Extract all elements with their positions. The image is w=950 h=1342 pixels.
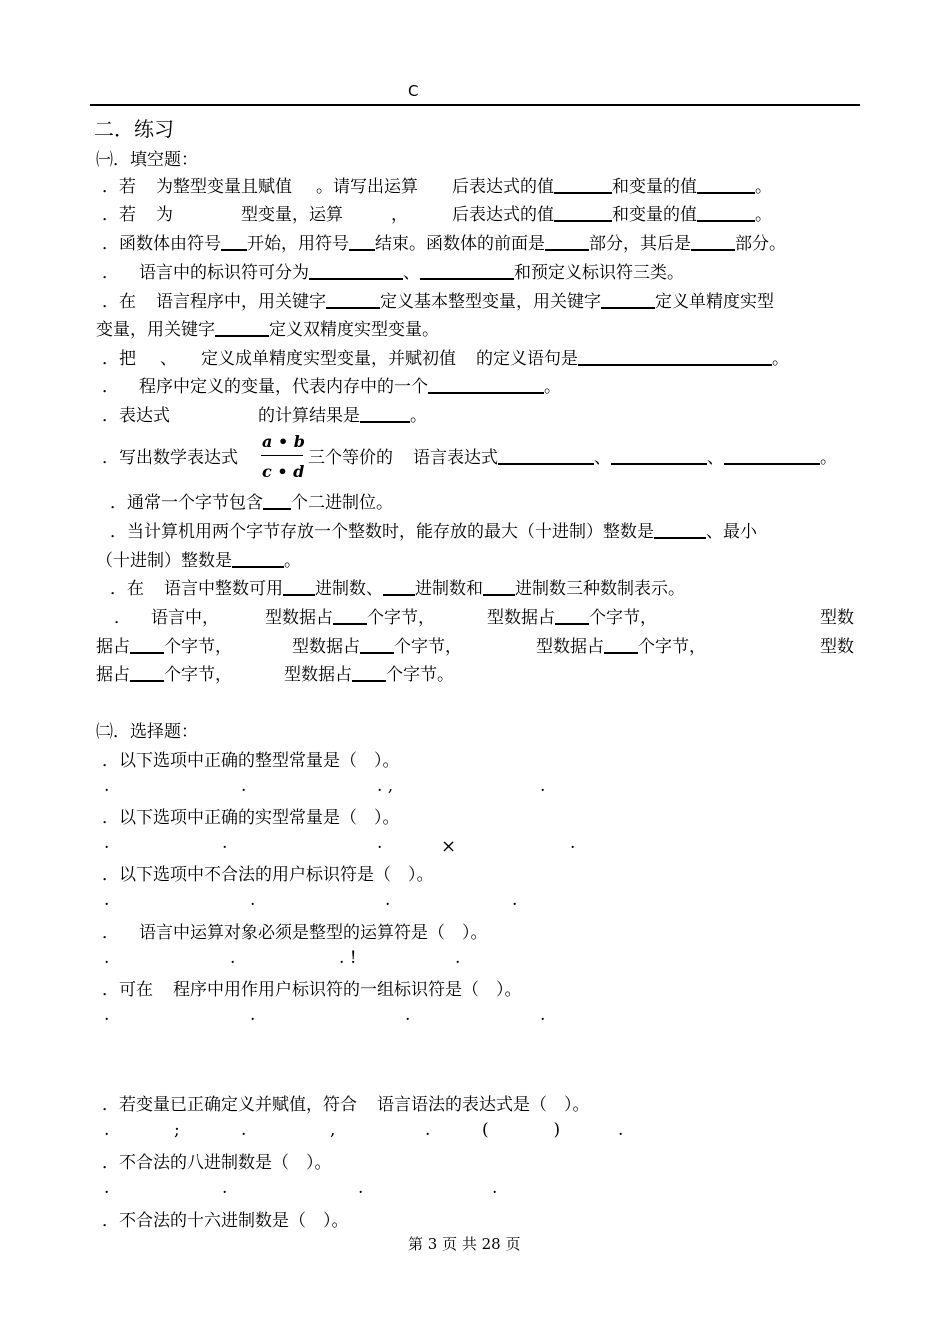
choice-q7-option-a[interactable]: . bbox=[104, 1178, 110, 1198]
answer-blank[interactable] bbox=[578, 346, 772, 366]
q9-b: 三个等价的 bbox=[308, 448, 393, 468]
q12-a: ．在 bbox=[110, 579, 144, 599]
fill-in-heading: ㈠．填空题： bbox=[96, 150, 198, 170]
header-rule bbox=[90, 104, 860, 106]
q2-d: ， bbox=[391, 205, 408, 225]
choice-q3-option-d[interactable]: . bbox=[512, 890, 518, 910]
choice-q7-option-b[interactable]: . bbox=[222, 1178, 228, 1198]
q13-o: 据占 bbox=[96, 665, 130, 685]
answer-blank[interactable] bbox=[130, 662, 164, 682]
q4-c: 、 bbox=[403, 263, 420, 283]
q13-n: 型数 bbox=[820, 637, 854, 657]
q5-b: 语言程序中，用关键字 bbox=[156, 292, 326, 312]
header-letter: C bbox=[408, 82, 419, 100]
q3-a: ．函数体由符号 bbox=[102, 234, 221, 254]
choice-q5-option-d[interactable]: . bbox=[540, 1005, 546, 1025]
q2-c: 型变量，运算 bbox=[241, 205, 343, 225]
fill-q1 bbox=[102, 172, 772, 197]
q6-c: 定义成单精度实型变量，并赋初值 bbox=[201, 349, 456, 369]
choice-q2-stem: ．以下选项中正确的实型常量是（ ）。 bbox=[102, 808, 400, 828]
answer-blank[interactable] bbox=[352, 662, 386, 682]
q13-e: 型数据占 bbox=[487, 608, 555, 628]
fill-q5 bbox=[102, 287, 774, 312]
q13-m: 个字节， bbox=[638, 637, 706, 657]
fraction-denominator: c • d bbox=[262, 462, 305, 481]
q3-d: 部分，其后是 bbox=[589, 234, 691, 254]
choice-q6-option-a[interactable]: . bbox=[104, 1120, 110, 1140]
fill-q9 bbox=[308, 443, 837, 468]
fraction-numerator: a • b bbox=[262, 432, 305, 451]
choice-q6-option-c[interactable]: . bbox=[425, 1120, 431, 1140]
answer-blank[interactable] bbox=[215, 317, 269, 337]
choice-q3-option-c[interactable]: . bbox=[385, 890, 391, 910]
q5-c: 定义基本整型变量，用关键字 bbox=[380, 292, 601, 312]
comma-symbol: , bbox=[330, 1120, 336, 1140]
choice-heading: ㈡．选择题： bbox=[96, 722, 198, 742]
fill-q13-line1 bbox=[114, 603, 657, 628]
q3-b: 开始，用符号 bbox=[247, 234, 349, 254]
parentheses-symbol: ( ) bbox=[482, 1120, 561, 1140]
q1-e: 和变量的值 bbox=[612, 177, 697, 197]
q9-e: 、 bbox=[707, 448, 724, 468]
q4-b: 语言中的标识符可分为 bbox=[139, 263, 309, 283]
choice-q2-option-c[interactable]: . bbox=[377, 833, 383, 853]
q9-f: 。 bbox=[820, 448, 837, 468]
choice-q1-option-c[interactable]: . , bbox=[377, 776, 394, 796]
answer-blank[interactable] bbox=[654, 519, 706, 539]
q8-a: ．表达式 bbox=[102, 406, 170, 426]
choice-q5-option-b[interactable]: . bbox=[250, 1005, 256, 1025]
choice-q7-option-d[interactable]: . bbox=[492, 1178, 498, 1198]
q13-l: 型数据占 bbox=[536, 637, 604, 657]
answer-blank[interactable] bbox=[724, 445, 820, 465]
fill-q6 bbox=[102, 344, 789, 369]
choice-q4-option-c[interactable]: . ! bbox=[339, 948, 357, 968]
choice-q2-option-b[interactable]: . bbox=[222, 833, 228, 853]
q12-d: 进制数和 bbox=[415, 579, 483, 599]
answer-blank[interactable] bbox=[498, 445, 594, 465]
semicolon-symbol: ; bbox=[174, 1120, 180, 1140]
q13-h: 据占 bbox=[96, 637, 130, 657]
fraction-bar bbox=[261, 455, 303, 456]
times-symbol: × bbox=[441, 836, 457, 857]
q9-c: 语言表达式 bbox=[413, 448, 498, 468]
q10-a: ．通常一个字节包含 bbox=[110, 493, 263, 513]
answer-blank[interactable] bbox=[554, 174, 612, 194]
q13-g: 型数 bbox=[820, 608, 854, 628]
answer-blank[interactable] bbox=[130, 634, 164, 654]
q4-d: 和预定义标识符三类。 bbox=[514, 263, 684, 283]
answer-blank[interactable] bbox=[349, 231, 375, 251]
fill-q4 bbox=[102, 258, 684, 283]
q8-c: 。 bbox=[410, 406, 427, 426]
q13-a: ． bbox=[114, 608, 131, 628]
answer-blank[interactable] bbox=[691, 231, 735, 251]
fill-q7 bbox=[102, 372, 561, 397]
fill-q9-lead bbox=[102, 443, 238, 468]
answer-blank[interactable] bbox=[545, 231, 589, 251]
answer-blank[interactable] bbox=[555, 605, 589, 625]
answer-blank[interactable] bbox=[420, 260, 514, 280]
q8-b: 的计算结果是 bbox=[258, 406, 360, 426]
q12-c: 进制数、 bbox=[315, 579, 383, 599]
q2-g: 。 bbox=[755, 205, 772, 225]
answer-blank[interactable] bbox=[221, 231, 247, 251]
answer-blank[interactable] bbox=[483, 576, 515, 596]
fill-q13-line3 bbox=[96, 660, 454, 685]
q6-d: 的定义语句是 bbox=[476, 349, 578, 369]
choice-q6-option-b[interactable]: . bbox=[241, 1120, 247, 1140]
q2-a: ．若 bbox=[102, 205, 136, 225]
q13-p: 个字节， bbox=[164, 665, 232, 685]
q6-b: 、 bbox=[160, 349, 177, 369]
answer-blank[interactable] bbox=[326, 289, 380, 309]
q4-stem-b: 语言中运算对象必须是整型的运算符是（ ）。 bbox=[139, 923, 488, 943]
q11-b: 、最小 bbox=[706, 522, 757, 542]
q13-i: 个字节， bbox=[164, 637, 232, 657]
q13-b: 语言中， bbox=[151, 608, 219, 628]
q11-a: ．当计算机用两个字节存放一个整数时，能存放的最大（十进制）整数是 bbox=[110, 522, 654, 542]
choice-q6-stem bbox=[102, 1090, 590, 1115]
q11-c: （十进制）整数是 bbox=[96, 551, 232, 571]
fill-q11 bbox=[110, 517, 757, 542]
q3-e: 部分。 bbox=[735, 234, 786, 254]
answer-blank[interactable] bbox=[383, 576, 415, 596]
answer-blank[interactable] bbox=[360, 634, 394, 654]
choice-q5-option-a[interactable]: . bbox=[104, 1005, 110, 1025]
q13-q: 型数据占 bbox=[284, 665, 352, 685]
choice-q5-option-c[interactable]: . bbox=[405, 1005, 411, 1025]
q5-d: 定义单精度实型 bbox=[655, 292, 774, 312]
choice-q1-option-d[interactable]: . bbox=[540, 776, 546, 796]
q13-f: 个字节， bbox=[589, 608, 657, 628]
answer-blank[interactable] bbox=[333, 605, 367, 625]
choice-q1-option-a[interactable]: . bbox=[104, 776, 110, 796]
q13-j: 型数据占 bbox=[292, 637, 360, 657]
answer-blank[interactable] bbox=[428, 374, 544, 394]
q7-a: ． bbox=[102, 377, 119, 397]
q11-d: 。 bbox=[284, 551, 301, 571]
answer-blank[interactable] bbox=[263, 490, 291, 510]
section-title: 二．练习 bbox=[94, 117, 174, 141]
choice-q1-stem: ．以下选项中正确的整型常量是（ ）。 bbox=[102, 751, 400, 771]
q12-e: 进制数三种数制表示。 bbox=[515, 579, 685, 599]
fill-q11-cont bbox=[96, 546, 301, 571]
answer-blank[interactable] bbox=[554, 202, 612, 222]
q13-c: 型数据占 bbox=[265, 608, 333, 628]
q13-r: 个字节。 bbox=[386, 665, 454, 685]
choice-q1-option-b[interactable]: . bbox=[241, 776, 247, 796]
choice-q3-option-a[interactable]: . bbox=[104, 890, 110, 910]
q3-c: 结束。函数体的前面是 bbox=[375, 234, 545, 254]
choice-q2-option-d[interactable]: . bbox=[570, 833, 576, 853]
answer-blank[interactable] bbox=[697, 174, 755, 194]
choice-q4-stem bbox=[102, 918, 488, 943]
q6-a: ．把 bbox=[102, 349, 136, 369]
fill-q3 bbox=[102, 229, 786, 254]
q2-f: 和变量的值 bbox=[612, 205, 697, 225]
choice-q3-stem: ．以下选项中不合法的用户标识符是（ ）。 bbox=[102, 865, 434, 885]
fill-q8 bbox=[102, 401, 427, 426]
q5-e: 变量，用关键字 bbox=[96, 320, 215, 340]
answer-blank[interactable] bbox=[309, 260, 403, 280]
q6-stem-a: ．若变量已正确定义并赋值，符合 bbox=[102, 1095, 357, 1115]
fill-q12 bbox=[110, 574, 685, 599]
choice-q4-option-b[interactable]: . bbox=[230, 948, 236, 968]
q9-d: 、 bbox=[594, 448, 611, 468]
choice-q3-option-b[interactable]: . bbox=[250, 890, 256, 910]
q1-a: ．若 bbox=[102, 177, 136, 197]
fill-q13-line2 bbox=[96, 632, 706, 657]
q13-d: 个字节， bbox=[367, 608, 435, 628]
answer-blank[interactable] bbox=[232, 548, 284, 568]
q5-stem-b: 程序中用作用户标识符的一组标识符是（ ）。 bbox=[173, 980, 522, 1000]
answer-blank[interactable] bbox=[611, 445, 707, 465]
q2-b: 为 bbox=[156, 205, 173, 225]
fill-q5-cont bbox=[96, 315, 439, 340]
fill-q10 bbox=[110, 488, 393, 513]
q12-b: 语言中整数可用 bbox=[164, 579, 283, 599]
choice-q7-option-c[interactable]: . bbox=[358, 1178, 364, 1198]
q5-stem-a: ．可在 bbox=[102, 980, 153, 1000]
q1-f: 。 bbox=[755, 177, 772, 197]
fill-q2 bbox=[102, 200, 772, 225]
answer-blank[interactable] bbox=[604, 634, 638, 654]
choice-q4-option-a[interactable]: . bbox=[104, 948, 110, 968]
q1-d: 后表达式的值 bbox=[452, 177, 554, 197]
q2-e: 后表达式的值 bbox=[452, 205, 554, 225]
choice-q7-stem: ．不合法的八进制数是（ ）。 bbox=[102, 1153, 332, 1173]
q7-b: 程序中定义的变量，代表内存中的一个 bbox=[139, 377, 428, 397]
choice-q4-option-d[interactable]: . bbox=[455, 948, 461, 968]
q5-a: ．在 bbox=[102, 292, 136, 312]
answer-blank[interactable] bbox=[601, 289, 655, 309]
choice-q8-stem: ．不合法的十六进制数是（ ）。 bbox=[102, 1211, 349, 1231]
q6-e: 。 bbox=[772, 349, 789, 369]
q10-b: 个二进制位。 bbox=[291, 493, 393, 513]
q1-b: 为整型变量且赋值 bbox=[156, 177, 292, 197]
answer-blank[interactable] bbox=[360, 403, 410, 423]
q4-stem-a: ． bbox=[102, 923, 119, 943]
page-footer: 第 3 页 共 28 页 bbox=[408, 1235, 521, 1253]
choice-q2-option-a[interactable]: . bbox=[104, 833, 110, 853]
answer-blank[interactable] bbox=[697, 202, 755, 222]
answer-blank[interactable] bbox=[283, 576, 315, 596]
q4-a: ． bbox=[102, 263, 119, 283]
choice-q5-stem bbox=[102, 975, 522, 1000]
q7-c: 。 bbox=[544, 377, 561, 397]
q1-c: 。请写出运算 bbox=[316, 177, 418, 197]
q5-f: 定义双精度实型变量。 bbox=[269, 320, 439, 340]
q13-k: 个字节， bbox=[394, 637, 462, 657]
q6-stem-b: 语言语法的表达式是（ ）。 bbox=[377, 1095, 590, 1115]
choice-q6-option-d[interactable]: . bbox=[618, 1120, 624, 1140]
q9-a: ．写出数学表达式 bbox=[102, 448, 238, 468]
